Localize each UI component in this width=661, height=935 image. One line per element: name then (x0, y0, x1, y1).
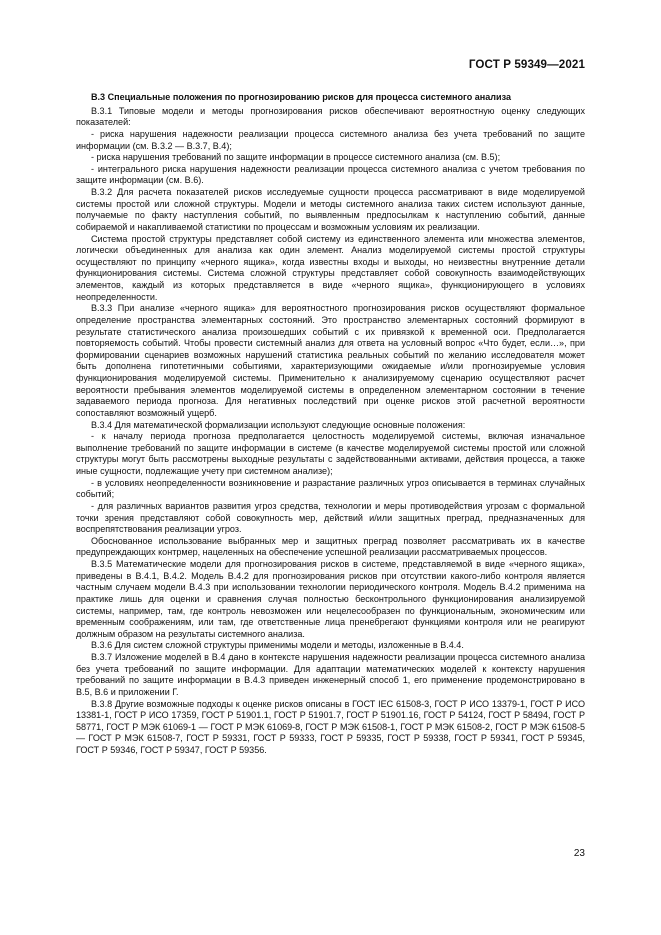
paragraph-b33: В.3.3 При анализе «черного ящика» для вероятностного прогнозирования рисков осуществляют формальное определение пространства элементарных состояний. Это пространство элементарных состояний формируют в результате статистического анализа произошедших событий с их привязкой к временной оси. Предполагается повторяемость событий. Чтобы провести системный анализ для ответа на условный вопрос «Что будет, если…», при формировании сценариев возможных нарушений статистика реальных событий по желанию исследователя может быть дополнена гипотетичными событиями, характеризующими ожидаемые и/или прогнозируемые условия функционирования моделируемой системы. Применительно к анализируемому сценарию осуществляют расчет вероятности пребывания элементов моделируемой системы в определенном элементарном состоянии в течение задаваемого периода прогноза. Для негативных последствий при оценке рисков этой расчетной вероятности сопоставляют возможный ущерб. (76, 303, 585, 418)
paragraph: Система простой структуры представляет собой систему из единственного элемента или множества элементов, логически объединенных для анализа как один элемент. Анализ моделируемой системы простой структуры осуществляют по принципу «черного ящика», когда известны входы и выходы, но неизвестны внутренние детали функционирования системы. Система сложной структуры представляет собой совокупность взаимодействующих элементов, каждый из которых представляется в виде «черного ящика», функционирующего в условиях неопределенности. (76, 233, 585, 302)
paragraph-b32: В.3.2 Для расчета показателей рисков исследуемые сущности процесса рассматривают в виде моделируемой системы простой или сложной структуры. Модели и методы системного анализа таких систем используют данные, получаемые по факту наступления событий, по выявленным предпосылкам к наступлению событий, данные собираемой и накапливаемой статистики по процессам и возможным условиям их реализации. (76, 187, 585, 232)
standard-header: ГОСТ Р 59349—2021 (468, 58, 585, 71)
list-item: - интегрального риска нарушения надежности реализации процесса системного анализа с учетом требования по защите информации (см. В.6). (76, 163, 585, 186)
paragraph-b36: В.3.6 Для систем сложной структуры применимы модели и методы, изложенные в В.4.4. (91, 640, 464, 651)
list-item: - риска нарушения требований по защите информации в процессе системного анализа (см. В.5); (91, 152, 501, 163)
paragraph-b38: В.3.8 Другие возможные подходы к оценке рисков описаны в ГОСТ IEC 61508-3, ГОСТ Р ИСО 13379-1, ГОСТ Р ИСО 13381-1, ГОСТ Р ИСО 17359, ГОСТ Р 51901.1, ГОСТ Р 51901.7, ГОСТ Р 51901.16, ГОСТ Р 54124, ГОСТ Р 58494, ГОСТ Р 58771, ГОСТ Р МЭК 61069-1 — ГОСТ Р МЭК 61069-8, ГОСТ Р МЭК 61508-1, ГОСТ Р МЭК 61508-2, ГОСТ Р МЭК 61508-5 — ГОСТ Р МЭК 61508-7, ГОСТ Р 59331, ГОСТ Р 59333, ГОСТ Р 59335, ГОСТ Р 59338, ГОСТ Р 59341, ГОСТ Р 59345, ГОСТ Р 59346, ГОСТ Р 59347, ГОСТ Р 59356. (76, 698, 585, 755)
document-body (76, 92, 585, 757)
paragraph: Обоснованное использование выбранных мер и защитных преград позволяет рассматривать их в качестве предупреждающих контрмер, нацеленных на обеспечение успешной реализации рассматриваемых процессов. (76, 535, 585, 558)
paragraph-b35: В.3.5 Математические модели для прогнозирования рисков в системе, представляемой в виде «черного ящика», приведены в В.4.1, В.4.2. Модель В.4.2 для прогнозирования рисков при отсутствии какого-либо контроля является частным случаем модели В.4.3 при использовании технологии периодического контроля. Модель В.4.2 применима на практике лишь для оценки и сравнения случая полностью бесконтрольного функционирования анализируемой системы, например, там, где контроль невозможен или нецелесообразен по функциональным, экономическим или временным соображениям, или там, где ответственные лица пренебрегают функциями контроля или не реагируют должным образом на результаты системного анализа. (76, 559, 585, 639)
list-item: - к началу периода прогноза предполагается целостность моделируемой системы, включая изначальное выполнение требований по защите информации в системе (в качестве моделируемой системы простой или сложной структуры могут быть рассмотрены выходные результаты с задействованными активами, действия процесса, а также иные сущности, подлежащие учету при системном анализе); (76, 431, 585, 476)
section-title: В.3 Специальные положения по прогнозированию рисков для процесса системного анализа (91, 92, 511, 102)
list-item: - в условиях неопределенности возникновение и разрастание различных угроз описывается в терминах случайных событий; (76, 477, 585, 500)
list-item: - для различных вариантов развития угроз средства, технологии и меры противодействия угрозам с формальной точки зрения представляют собой совокупность мер, действий и/или защитных преград, предназначенных для воспрепятствования реализации угроз. (76, 500, 585, 535)
paragraph-b31: В.3.1 Типовые модели и методы прогнозирования рисков обеспечивают вероятностную оценку следующих показателей: (76, 105, 585, 128)
list-item: - риска нарушения надежности реализации процесса системного анализа без учета требований по защите информации (см. В.3.2 — В.3.7, В.4); (76, 128, 585, 151)
page-number: 23 (573, 848, 585, 859)
paragraph-b37: В.3.7 Изложение моделей в В.4 дано в контексте нарушения надежности реализации процесса системного анализа без учета требований по защите информации. Для адаптации математических моделей к контексту нарушения требований по защите информации в В.4.3 приведен инженерный способ 1, его применение продемонстрировано в В.5, В.6 и приложении Г. (76, 652, 585, 697)
paragraph-b34: В.3.4 Для математической формализации используют следующие основные положения: (91, 419, 466, 430)
